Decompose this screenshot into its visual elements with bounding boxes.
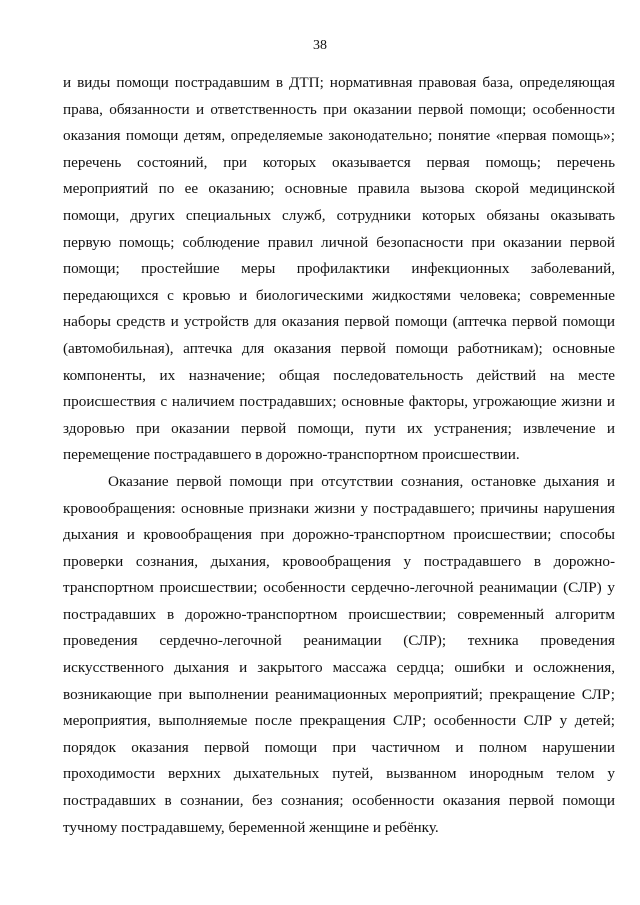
paragraph-resuscitation: Оказание первой помощи при отсутствии сознания, остановке дыхания и кровообращения: основные признаки жизни у пострадавшего; причины нарушения дыхания и кровообращения при дорожно-транспортном происшествии; способы проверки сознания, дыхания, кровообращения у пострадавшего в дорожно-транспортном происшествии; особенности сердечно-легочной реанимации (СЛР) у пострадавших в дорожно-транспортном происшествии; современный алгоритм проведения сердечно-легочной реанимации (СЛР); техника проведения искусственного дыхания и закрытого массажа сердца; ошибки и осложнения, возникающие при выполнении реанимационных мероприятий; прекращение СЛР; мероприятия, выполняемые после прекращения СЛР; особенности СЛР у детей; порядок оказания первой помощи при частичном и полном нарушении проходимости верхних дыхательных путей, вызванном инородным телом у пострадавших в сознании, без сознания; особенности оказания первой помощи тучному пострадавшему, беременной женщине и ребёнку. (63, 472, 615, 836)
page-number: 38 (313, 38, 327, 53)
document-body (63, 70, 615, 841)
paragraph-first-aid-basics: и виды помощи пострадавшим в ДТП; нормативная правовая база, определяющая права, обязанности и ответственность при оказании первой помощи; особенности оказания помощи детям, определяемые законодательно; понятие «первая помощь»; перечень состояний, при которых оказывается первая помощь; перечень мероприятий по ее оказанию; основные правила вызова скорой медицинской помощи, других специальных служб, сотрудники которых обязаны оказывать первую помощь; соблюдение правил личной безопасности при оказании первой помощи; простейшие меры профилактики инфекционных заболеваний, передающихся с кровью и биологическими жидкостями человека; современные наборы средств и устройств для оказания первой помощи (аптечка первой помощи (автомобильная), аптечка для оказания первой помощи работникам); основные компоненты, их назначение; общая последовательность действий на месте происшествия с наличием пострадавших; основные факторы, угрожающие жизни и здоровью при оказании первой помощи, пути их устранения; извлечение и перемещение пострадавшего в дорожно-транспортном происшествии. (63, 74, 615, 464)
